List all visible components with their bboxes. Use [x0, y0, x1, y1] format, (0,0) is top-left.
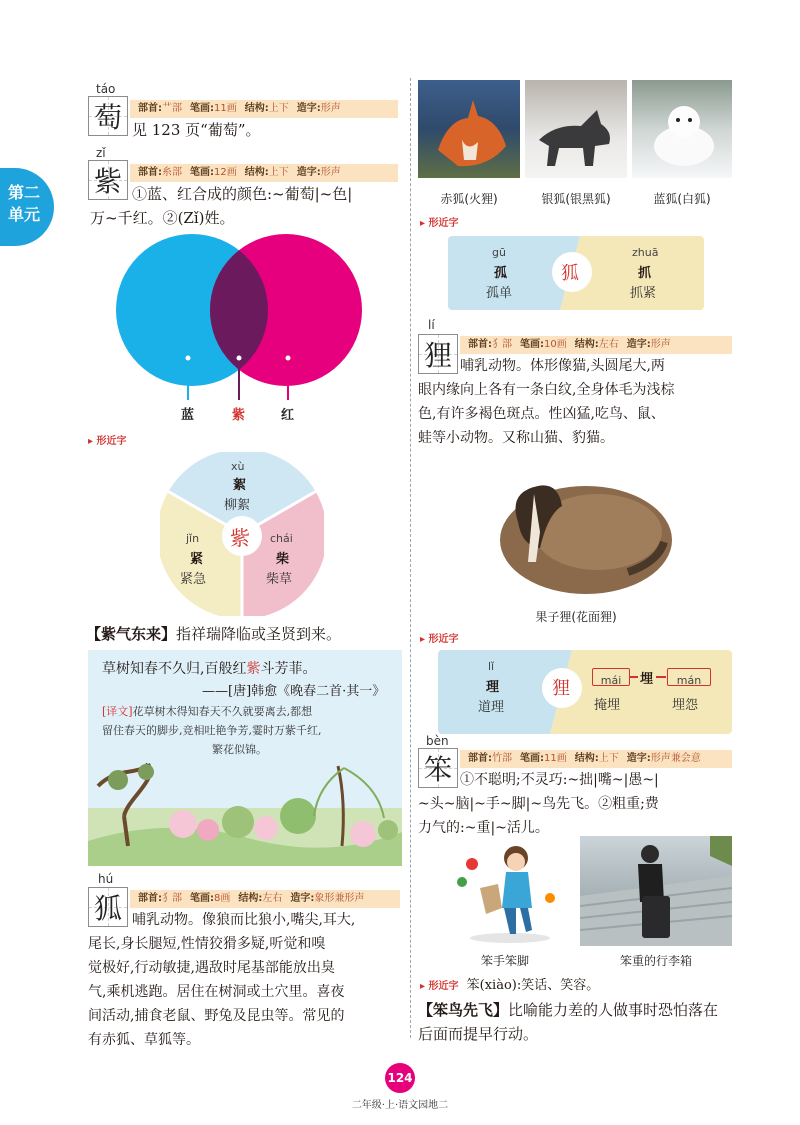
- poem-translation-line1: 花草树木得知春天不久就要离去,都想: [132, 705, 313, 718]
- radical-label: 部首:: [468, 753, 492, 764]
- radical-label: 部首:: [138, 103, 162, 114]
- zi-similar-top-char: 絮: [233, 478, 247, 493]
- li-similar-left-char: 理: [486, 680, 500, 695]
- entry-hu-pinyin: hú: [98, 872, 114, 886]
- radical-label: 部首:: [468, 339, 492, 350]
- entry-hu-def-line4: 气,乘机逃跑。居住在树洞或土穴里。喜夜: [88, 984, 345, 1000]
- color-venn-diagram: [110, 230, 370, 430]
- entry-hu-def-line2: 尾长,身长腿短,性情狡猾多疑,听觉和嗅: [88, 936, 326, 952]
- strokes-label: 笔画:: [520, 339, 544, 350]
- structure-label: 结构:: [244, 167, 269, 178]
- strokes-label: 笔画:: [520, 753, 544, 764]
- li-similar-man-word: 埋怨: [672, 698, 699, 713]
- strokes-value: 12画: [214, 167, 237, 178]
- caption-red-fox: 赤狐(火狸): [440, 192, 498, 206]
- li-similar-man-box: [667, 668, 711, 686]
- radical-value: 艹部: [162, 103, 182, 114]
- zi-similar-left-word: 紧急: [180, 572, 207, 587]
- zi-similar-right-word: 柴草: [266, 572, 293, 587]
- poem-line1-after: 斗芳菲。: [260, 661, 317, 677]
- entry-hu-def-line5: 间活动,捕食老鼠、野兔及昆虫等。常见的: [88, 1008, 345, 1024]
- formation-value: 形声: [320, 167, 341, 178]
- entry-li-def-line4: 蛙等小动物。又称山猫、豹猫。: [418, 430, 614, 446]
- photo-silver-fox: [525, 80, 627, 178]
- page-number: 124: [385, 1063, 415, 1093]
- li-similar-box: [438, 650, 732, 734]
- entry-zi-char-box: [88, 160, 128, 200]
- formation-label: 造字:: [290, 893, 315, 904]
- zi-similar-tag: ▸ 形近字: [88, 432, 127, 447]
- column-divider: [410, 78, 411, 1038]
- li-similar-tag: ▸ 形近字: [420, 630, 459, 645]
- poem-attribution: ——[唐]韩愈《晚春二首·其一》: [202, 684, 386, 699]
- entry-ben-char-box: [418, 748, 458, 788]
- entry-tao-char-box: [88, 96, 128, 136]
- zi-similar-right-char: 柴: [276, 552, 290, 567]
- structure-value: 上下: [268, 103, 289, 114]
- unit-tab: [0, 168, 54, 246]
- hu-similar-tag: ▸ 形近字: [420, 214, 459, 229]
- venn-blue-dot: [186, 356, 191, 361]
- poem-translation-line2: 留住春天的脚步,竞相吐艳争芳,霎时万紫千红,: [102, 724, 322, 737]
- structure-label: 结构:: [574, 753, 599, 764]
- radical-value: 犭部: [492, 339, 512, 350]
- page-footer: 二年级·上·语文园地二: [351, 1100, 449, 1111]
- venn-label-purple: 紫: [232, 408, 246, 423]
- li-similar-arrow-right: [656, 676, 666, 678]
- strokes-value: 10画: [544, 339, 567, 350]
- entry-tao-pinyin: táo: [96, 82, 116, 96]
- formation-value: 形声: [320, 103, 341, 114]
- venn-label-red: 红: [281, 408, 295, 423]
- radical-value: 竹部: [492, 753, 512, 764]
- li-similar-arrow-left: [630, 676, 638, 678]
- structure-value: 上下: [268, 167, 289, 178]
- strokes-label: 笔画:: [190, 103, 214, 114]
- idiom-ben: [418, 998, 718, 1022]
- formation-value: 形声: [650, 339, 671, 350]
- entry-hu-def-line6: 有赤狐、草狐等。: [88, 1032, 200, 1048]
- entry-hu-def-line3: 觉极好,行动敏捷,遇敌时尾基部能放出臭: [88, 960, 335, 976]
- entry-ben-char: 笨: [423, 753, 452, 786]
- radical-label: 部首:: [138, 893, 162, 904]
- idiom-zi-text: 指祥瑞降临或圣贤到来。: [176, 625, 342, 643]
- hu-similar-right-word: 抓紧: [630, 286, 657, 301]
- caption-suitcase: 笨重的行李箱: [619, 954, 692, 968]
- li-similar-man-pinyin: mán: [676, 674, 702, 687]
- caption-clumsy: 笨手笨脚: [480, 954, 529, 968]
- photo-heavy-suitcase: [580, 836, 732, 946]
- idiom-zi-title: 【紫气东来】: [86, 625, 177, 643]
- entry-zi-definition-line1: ①蓝、红合成的颜色:~葡萄|~色|: [132, 185, 353, 203]
- entry-li-pinyin: lí: [428, 318, 435, 332]
- formation-label: 造字:: [296, 103, 321, 114]
- entry-zi-infobar: [130, 164, 398, 182]
- photo-clumsy-child: [440, 838, 570, 944]
- ben-similar-line: [420, 974, 599, 993]
- entry-hu-def-line1: 哺乳动物。像狼而比狼小,嘴尖,耳大,: [132, 912, 356, 928]
- poem-translation: [102, 702, 396, 759]
- entry-li-def-line3: 色,有许多褐色斑点。性凶猛,吃鸟、鼠、: [418, 406, 665, 422]
- formation-label: 造字:: [296, 167, 321, 178]
- poem-illustration: [88, 746, 402, 866]
- formation-value: 形声兼会意: [650, 753, 701, 764]
- idiom-ben-title: 【笨鸟先飞】: [418, 1001, 509, 1019]
- idiom-zi: [86, 622, 341, 646]
- caption-arctic-fox: 蓝狐(白狐): [653, 192, 711, 206]
- structure-value: 上下: [598, 753, 619, 764]
- poem-line1-before: 草树知春不久归,百般红: [102, 661, 247, 677]
- idiom-ben-text-line2: 后面而提早行动。: [418, 1025, 539, 1043]
- li-similar-mai-pinyin: mái: [600, 674, 622, 687]
- entry-tao-definition: 见 123 页“葡萄”。: [132, 121, 261, 139]
- entry-zi-char: 紫: [93, 165, 122, 198]
- poem-line1: [102, 658, 316, 678]
- poem-line1-highlight: 紫: [246, 661, 261, 677]
- idiom-ben-text-line1: 比喻能力差的人做事时恐怕落在: [508, 1001, 719, 1019]
- zi-similar-left-pinyin: jǐn: [186, 532, 200, 545]
- formation-label: 造字:: [626, 753, 651, 764]
- zi-similar-top-pinyin: xù: [231, 460, 245, 473]
- venn-label-blue: 蓝: [181, 408, 195, 423]
- zi-similar-left-char: 紧: [190, 552, 204, 567]
- entry-li-infobar: [460, 336, 732, 354]
- radical-label: 部首:: [138, 167, 162, 178]
- entry-ben-def-line1: ①不聪明;不灵巧:~拙|嘴~|愚~|: [460, 772, 659, 788]
- strokes-value: 8画: [214, 893, 231, 904]
- hu-similar-left-word: 孤单: [486, 286, 513, 301]
- strokes-label: 笔画:: [190, 893, 214, 904]
- ben-similar-tag: ▸ 形近字: [420, 981, 459, 992]
- li-similar-left-pinyin: lǐ: [488, 660, 495, 673]
- zi-similar-center: 紫: [230, 526, 250, 550]
- li-similar-center: 狸: [552, 678, 570, 699]
- structure-label: 结构:: [238, 893, 263, 904]
- hu-similar-left-pinyin: gū: [492, 246, 506, 259]
- entry-hu-char-box: [88, 887, 128, 927]
- entry-hu-infobar: [130, 890, 400, 908]
- entry-li-def-line2: 眼内缘向上各有一条白纹,全身体毛为浅棕: [418, 382, 675, 398]
- entry-ben-def-line3: 力气的:~重|~活儿。: [418, 820, 549, 836]
- strokes-label: 笔画:: [190, 167, 214, 178]
- hu-similar-left-char: 孤: [494, 266, 508, 281]
- entry-tao-char: 萄: [93, 101, 122, 134]
- entry-hu-char: 狐: [93, 892, 122, 925]
- li-similar-mai-box: [592, 668, 630, 686]
- caption-silver-fox: 银狐(银黑狐): [541, 192, 611, 206]
- strokes-value: 11画: [544, 753, 567, 764]
- li-similar-left-word: 道理: [478, 700, 505, 715]
- entry-tao-infobar: [130, 100, 398, 118]
- hu-similar-right-pinyin: zhuā: [632, 246, 659, 259]
- hu-similar-center: 狐: [561, 263, 579, 284]
- entry-ben-infobar: [460, 750, 732, 768]
- photo-arctic-fox: [632, 80, 732, 178]
- venn-red-dot: [286, 356, 291, 361]
- photo-masked-palm-civet: [478, 462, 674, 596]
- entry-ben-def-line2: ~头~脑|~手~脚|~鸟先飞。②粗重;费: [418, 796, 659, 812]
- entry-li-char-box: [418, 334, 458, 374]
- entry-li-char: 狸: [423, 339, 452, 372]
- photo-red-fox: [418, 80, 520, 178]
- formation-value: 象形兼形声: [314, 893, 365, 904]
- structure-label: 结构:: [244, 103, 269, 114]
- entry-ben-pinyin: bèn: [426, 734, 449, 748]
- caption-civet: 果子狸(花面狸): [535, 610, 617, 624]
- unit-tab-line2: 单元: [8, 205, 41, 224]
- hu-similar-right-char: 抓: [638, 266, 652, 281]
- radical-value: 犭部: [162, 893, 182, 904]
- entry-zi-definition-line2: 万~千红。②(Zǐ)姓。: [90, 209, 235, 227]
- venn-purple-dot: [237, 356, 242, 361]
- structure-value: 左右: [262, 893, 283, 904]
- zi-similar-top-word: 柳絮: [224, 498, 251, 513]
- structure-label: 结构:: [574, 339, 599, 350]
- unit-tab-line1: 第二: [8, 183, 41, 202]
- radical-value: 糸部: [162, 167, 182, 178]
- ben-similar-text: 笨(xiào):笑话、笑容。: [466, 978, 600, 993]
- strokes-value: 11画: [214, 103, 237, 114]
- zi-similar-right-pinyin: chái: [270, 532, 293, 545]
- poem-translation-label: [译文]: [102, 705, 133, 718]
- structure-value: 左右: [598, 339, 619, 350]
- li-similar-mai-word: 掩埋: [594, 698, 621, 713]
- entry-zi-pinyin: zǐ: [96, 146, 106, 160]
- poem-translation-line3: 繁花似锦。: [212, 743, 267, 756]
- formation-label: 造字:: [626, 339, 651, 350]
- entry-li-def-line1: 哺乳动物。体形像猫,头圆尾大,两: [460, 358, 665, 374]
- li-similar-mai-char: 埋: [640, 672, 654, 687]
